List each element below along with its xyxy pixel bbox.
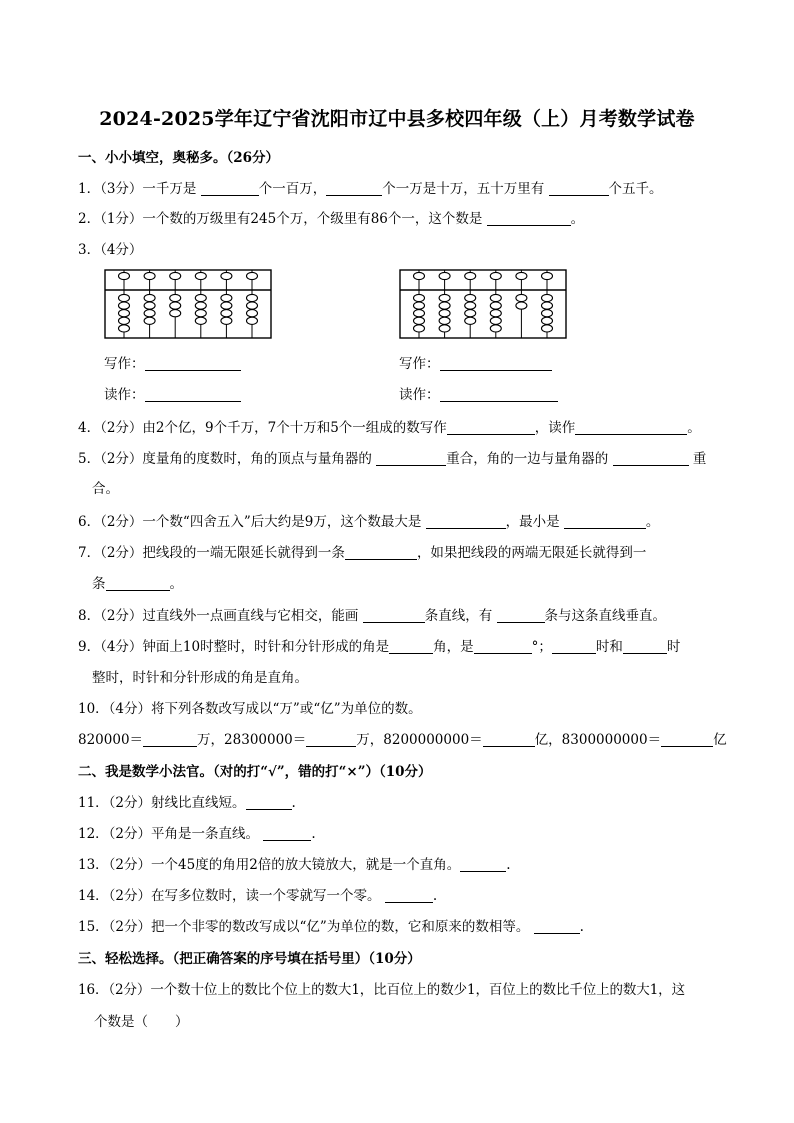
answer-blank[interactable]	[497, 607, 545, 623]
answer-blank[interactable]	[345, 544, 417, 560]
answer-blank[interactable]	[661, 731, 713, 747]
q14-text: 14．（2分）在写多位数时，读一个零就写一个零。	[78, 888, 381, 904]
abacus-lower-bead	[542, 302, 553, 309]
section-1-heading: 一、小小填空，奥秘多。（26分）	[78, 150, 280, 166]
question-6	[78, 510, 718, 530]
q15-text: 15．（2分）把一个非零的数改写成以“亿”为单位的数，它和原来的数相等。	[78, 919, 530, 935]
question-14	[78, 884, 718, 904]
question-16: 16．（2分）一个数十位上的数比个位上的数大1，比百位上的数少1，百位上的数比千位上的数大1，这	[78, 982, 685, 998]
answer-blank[interactable]	[623, 638, 667, 654]
answer-blank[interactable]	[376, 450, 446, 466]
question-16-cont: 个数是（ ）	[94, 1014, 189, 1030]
question-5-cont: 合。	[92, 481, 119, 497]
abacus-lower-bead	[247, 310, 258, 317]
q4-text: 4．（2分）由2个亿，9个千万，7个十万和5个一组成的数写作	[78, 420, 447, 436]
abacus-lower-bead	[221, 317, 232, 324]
answer-blank[interactable]	[246, 794, 292, 810]
abacus-lower-bead	[490, 325, 501, 332]
q4-text: ，读作	[534, 420, 576, 436]
abacus-lower-bead	[414, 310, 425, 317]
q7-text: ，如果把线段的两端无限延长就得到一	[416, 545, 647, 561]
answer-blank[interactable]	[363, 607, 425, 623]
question-12	[78, 822, 718, 842]
abacus-lower-bead	[119, 294, 130, 301]
abacus-lower-bead	[221, 294, 232, 301]
abacus-lower-bead	[542, 310, 553, 317]
abacus-lower-bead	[247, 302, 258, 309]
answer-blank[interactable]	[143, 731, 197, 747]
question-13	[78, 853, 718, 873]
q12-text: 12．（2分）平角是一条直线。	[78, 826, 260, 842]
question-7	[78, 541, 718, 561]
answer-blank[interactable]	[426, 513, 506, 529]
abacus-lower-bead	[516, 302, 527, 309]
q9-text: 9．（4分）钟面上10时整时，时针和分针形成的角是	[78, 639, 390, 655]
abacus-lower-bead	[490, 294, 501, 301]
q11-text: .	[291, 795, 296, 811]
answer-blank[interactable]	[447, 419, 535, 435]
q4-text: 。	[687, 420, 701, 436]
question-10-items	[78, 728, 727, 748]
abacus-upper-bead	[195, 272, 206, 279]
abacus-right-read	[399, 383, 558, 403]
q7-text: 。	[169, 576, 183, 592]
q9-text: °；	[531, 639, 552, 655]
abacus-upper-bead	[414, 272, 425, 279]
answer-blank[interactable]	[389, 638, 433, 654]
abacus-lower-bead	[144, 310, 155, 317]
abacus-lower-bead	[465, 294, 476, 301]
question-2	[78, 207, 718, 227]
q15-text: .	[579, 919, 584, 935]
q10-text: 万，8200000000＝	[356, 732, 483, 748]
question-11	[78, 791, 718, 811]
q9-text: 时	[666, 639, 681, 655]
q1-text: 个一万是十万，五十万里有	[382, 181, 545, 197]
abacus-lower-bead	[144, 302, 155, 309]
abacus-lower-bead	[542, 294, 553, 301]
abacus-lower-bead	[439, 294, 450, 301]
abacus-lower-bead	[439, 310, 450, 317]
abacus-lower-bead	[119, 325, 130, 332]
q2-text: 。	[570, 211, 585, 227]
abacus-right-write	[399, 352, 552, 372]
q5-text: 5．（2分）度量角的度数时，角的顶点与量角器的	[78, 451, 372, 467]
abacus-lower-bead	[465, 317, 476, 324]
q10-text: 亿	[713, 732, 727, 748]
abacus-right	[399, 266, 567, 340]
abacus-lower-bead	[170, 294, 181, 301]
answer-blank[interactable]	[487, 210, 571, 226]
abacus-lower-bead	[414, 302, 425, 309]
q11-text: 11．（2分）射线比直线短。	[78, 795, 246, 811]
answer-blank[interactable]	[306, 731, 356, 747]
abacus-upper-bead	[221, 272, 232, 279]
question-15	[78, 915, 718, 935]
abacus-lower-bead	[119, 302, 130, 309]
question-1	[78, 177, 718, 197]
answer-blank[interactable]	[201, 180, 259, 196]
abacus-upper-bead	[516, 272, 527, 279]
question-10: 10．（4分）将下列各数改写成以“万”或“亿”为单位的数。	[78, 701, 422, 717]
abacus-lower-bead	[221, 302, 232, 309]
abacus-upper-bead	[542, 272, 553, 279]
abacus-lower-bead	[170, 310, 181, 317]
abacus-lower-bead	[221, 310, 232, 317]
q5-text: 重	[692, 451, 707, 467]
abacus-lower-bead	[144, 294, 155, 301]
q5-text: 重合，角的一边与量角器的	[446, 451, 609, 467]
q6-text: 6．（2分）一个数“四舍五入”后大约是9万，这个数最大是	[78, 514, 422, 530]
q14-text: .	[432, 888, 438, 904]
write-label: 写作：	[399, 356, 440, 372]
abacus-upper-bead	[170, 272, 181, 279]
abacus-upper-bead	[439, 272, 450, 279]
question-7-cont	[92, 572, 732, 592]
answer-blank[interactable]	[552, 638, 596, 654]
abacus-left-write	[104, 352, 241, 372]
answer-blank[interactable]	[263, 825, 311, 841]
abacus-lower-bead	[542, 317, 553, 324]
abacus-upper-bead	[490, 272, 501, 279]
question-8	[78, 604, 718, 624]
answer-blank[interactable]	[145, 355, 241, 371]
q10-text: 万，28300000＝	[197, 732, 307, 748]
abacus-lower-bead	[516, 294, 527, 301]
q1-text: 个一百万，	[258, 181, 327, 197]
q8-text: 条直线，有	[424, 608, 493, 624]
abacus-left	[104, 266, 272, 340]
q13-text: 13．（2分）一个45度的角用2倍的放大镜放大，就是一个直角。	[78, 857, 461, 873]
q10-text: 亿，8300000000＝	[534, 732, 662, 748]
abacus-lower-bead	[119, 317, 130, 324]
q8-text: 条与这条直线垂直。	[544, 608, 667, 624]
abacus-lower-bead	[195, 317, 206, 324]
answer-blank[interactable]	[575, 419, 687, 435]
answer-blank[interactable]	[564, 513, 646, 529]
abacus-lower-bead	[170, 302, 181, 309]
abacus-left-read	[104, 383, 241, 403]
q1-text: 1．（3分）一千万是	[78, 181, 197, 197]
abacus-lower-bead	[439, 302, 450, 309]
q6-text: 。	[645, 514, 660, 530]
abacus-lower-bead	[490, 302, 501, 309]
abacus-lower-bead	[414, 317, 425, 324]
answer-blank[interactable]	[460, 856, 506, 872]
answer-blank[interactable]	[613, 450, 689, 466]
q10-text: 820000＝	[78, 732, 144, 748]
answer-blank[interactable]	[145, 386, 241, 402]
q2-text: 2．（1分）一个数的万级里有245个万，个级里有86个一，这个数是	[78, 211, 483, 227]
section-2-heading: 二、我是数学小法官。（对的打“√”，错的打“×”）（10分）	[78, 764, 432, 780]
abacus-lower-bead	[195, 310, 206, 317]
answer-blank[interactable]	[440, 355, 552, 371]
question-3: 3．（4分）	[78, 242, 143, 258]
question-9-cont: 整时，时针和分针形成的角是直角。	[92, 670, 308, 686]
abacus-lower-bead	[465, 302, 476, 309]
read-label: 读作：	[104, 387, 145, 403]
answer-blank[interactable]	[326, 180, 382, 196]
abacus-lower-bead	[247, 317, 258, 324]
abacus-lower-bead	[195, 294, 206, 301]
q7-text: 条	[92, 576, 106, 592]
read-label: 读作：	[399, 387, 440, 403]
section-3-heading: 三、轻松选择。（把正确答案的序号填在括号里）（10分）	[78, 951, 421, 967]
abacus-lower-bead	[414, 294, 425, 301]
q6-text: ，最小是	[505, 514, 560, 530]
abacus-lower-bead	[195, 302, 206, 309]
abacus-upper-bead	[144, 272, 155, 279]
q9-text: 角，是	[433, 639, 474, 655]
q8-text: 8．（2分）过直线外一点画直线与它相交，能画	[78, 608, 359, 624]
question-5	[78, 447, 718, 467]
q9-text: 时和	[595, 639, 623, 655]
abacus-lower-bead	[542, 325, 553, 332]
abacus-lower-bead	[465, 310, 476, 317]
answer-blank[interactable]	[106, 575, 170, 591]
abacus-lower-bead	[247, 294, 258, 301]
answer-blank[interactable]	[534, 918, 580, 934]
q1-text: 个五千。	[608, 181, 663, 197]
abacus-lower-bead	[144, 317, 155, 324]
abacus-lower-bead	[439, 325, 450, 332]
q7-text: 7．（2分）把线段的一端无限延长就得到一条	[78, 545, 345, 561]
abacus-upper-bead	[119, 272, 130, 279]
exam-title: 2024-2025学年辽宁省沈阳市辽中县多校四年级（上）月考数学试卷	[99, 108, 695, 130]
abacus-upper-bead	[247, 272, 258, 279]
write-label: 写作：	[104, 356, 145, 372]
question-9	[78, 635, 718, 655]
answer-blank[interactable]	[385, 887, 433, 903]
abacus-lower-bead	[490, 310, 501, 317]
answer-blank[interactable]	[483, 731, 535, 747]
answer-blank[interactable]	[440, 386, 558, 402]
abacus-lower-bead	[439, 317, 450, 324]
abacus-upper-bead	[465, 272, 476, 279]
abacus-lower-bead	[414, 325, 425, 332]
q12-text: .	[311, 826, 316, 842]
answer-blank[interactable]	[474, 638, 532, 654]
question-4	[78, 416, 718, 436]
abacus-lower-bead	[490, 317, 501, 324]
answer-blank[interactable]	[549, 180, 609, 196]
abacus-lower-bead	[119, 310, 130, 317]
q13-text: .	[506, 857, 511, 873]
